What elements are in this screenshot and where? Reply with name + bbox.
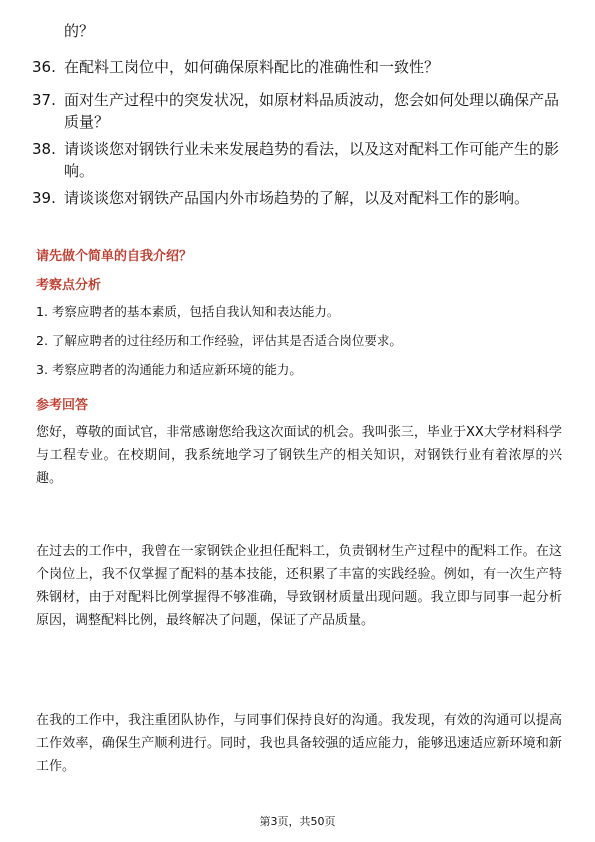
answer-paragraph: 在我的工作中，我注重团队协作，与同事们保持良好的沟通。我发现，有效的沟通可以提高工作效率，确保生产顺利进行。同时，我也具备较强的适应能力，能够迅速适应新环境和新工作。 [36, 713, 562, 774]
analysis-heading: 考察点分析 [36, 278, 102, 293]
analysis-item: 2. 了解应聘者的过往经历和工作经验，评估其是否适合岗位要求。 [36, 333, 402, 348]
question-39 [32, 187, 562, 209]
question-text: 请谈谈您对钢铁行业未来发展趋势的看法，以及这对配料工作可能产生的影响。 [64, 140, 560, 180]
question-text: 在配料工岗位中，如何确保原料配比的准确性和一致性？ [64, 58, 440, 76]
question-38 [32, 138, 562, 182]
question-text: 面对生产过程中的突发状况，如原材料品质波动，您会如何处理以确保产品质量？ [64, 91, 560, 131]
question-37 [32, 89, 562, 133]
question-36 [32, 56, 562, 78]
answer-paragraph: 在过去的工作中，我曾在一家钢铁企业担任配料工，负责钢材生产过程中的配料工作。在这个岗位上，我不仅掌握了配料的基本技能，还积累了丰富的实践经验。例如，有一次生产特殊钢材，由于对配料比例掌握得不够准确，导致钢材质量出现问题。我立即与同事一起分析原因，调整配料比例，最终解决了问题，保证了产品质量。 [36, 544, 562, 628]
intro-question-heading: 请先做个简单的自我介绍？ [36, 249, 193, 264]
analysis-item: 1. 考察应聘者的基本素质，包括自我认知和表达能力。 [36, 304, 340, 319]
answer-heading: 参考回答 [36, 398, 89, 413]
question-continuation: 的？ [64, 22, 95, 40]
question-text: 请谈谈您对钢铁产品国内外市场趋势的了解，以及对配料工作的影响。 [64, 189, 530, 207]
page-footer: 第3页，共50页 [259, 815, 336, 828]
question-number: 36. [32, 58, 56, 76]
question-number: 39. [32, 189, 56, 207]
question-number: 37. [32, 91, 56, 109]
analysis-item: 3. 考察应聘者的沟通能力和适应新环境的能力。 [36, 362, 302, 377]
answer-paragraph: 您好，尊敬的面试官，非常感谢您给我这次面试的机会。我叫张三，毕业于XX大学材料科学与工程专业。在校期间，我系统地学习了钢铁生产的相关知识，对钢铁行业有着浓厚的兴趣。 [36, 425, 562, 486]
question-number: 38. [32, 140, 56, 158]
